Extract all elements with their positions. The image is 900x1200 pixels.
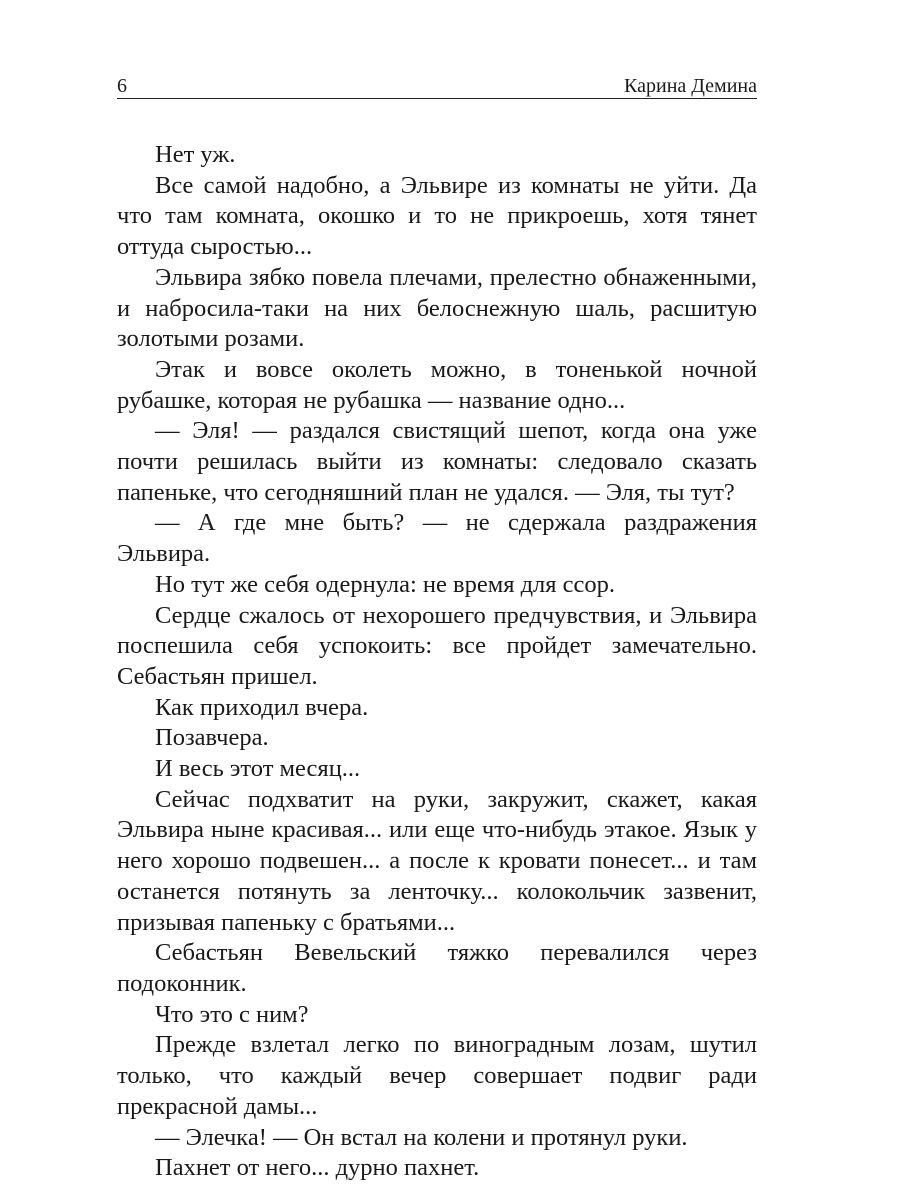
running-head (117, 68, 757, 98)
author-name: Карина Демина (624, 75, 757, 97)
paragraph: — Эля! — раздался свистящий шепот, когда она уже почти решилась выйти из комнаты: следовало сказать папеньке, что сегодняшний план не удался. — Эля, ты тут? (117, 417, 757, 506)
paragraph: Как приходил вчера. (155, 693, 369, 721)
body-text (117, 140, 757, 1184)
page-number: 6 (117, 75, 127, 97)
paragraph: — Элечка! — Он встал на колени и протянул руки. (155, 1123, 688, 1151)
paragraph: Сердце сжалось от нехорошего предчувствия, и Эльвира поспешила себя успокоить: все пройдет замечательно. Себастьян пришел. (117, 601, 757, 690)
paragraph: Эльвира зябко повела плечами, прелестно обнаженными, и набросила-таки на них белоснежную шаль, расшитую золотыми розами. (117, 263, 757, 353)
paragraph: Себастьян Вевельский тяжко перевалился через подоконник. (117, 939, 757, 997)
paragraph: Сейчас подхватит на руки, закружит, скажет, какая Эльвира ныне красивая... или еще что-нибудь этакое. Язык у него хорошо подвешен... а после к кровати понесет... и там останется потянуть за ленточку... колокольчик зазвенит, призывая папеньку с братьями... (117, 785, 757, 936)
paragraph: Но тут же себя одернула: не время для ссор. (155, 570, 616, 598)
paragraph: Этак и вовсе околеть можно, в тоненькой ночной рубашке, которая не рубашка — название одно... (117, 355, 757, 414)
paragraph: Прежде взлетал легко по виноградным лозам, шутил только, что каждый вечер совершает подвиг ради прекрасной дамы... (117, 1031, 757, 1120)
paragraph: Что это с ним? (155, 1000, 309, 1028)
paragraph: Нет уж. (155, 141, 236, 168)
paragraph: Все самой надобно, а Эльвире из комнаты не уйти. Да что там комната, окошко и то не прикроешь, хотя тянет оттуда сыростью... (117, 171, 757, 261)
paragraph: — А где мне быть? — не сдержала раздражения Эльвира. (117, 509, 757, 568)
paragraph: Позавчера. (155, 724, 269, 752)
paragraph: Пахнет от него... дурно пахнет. (155, 1154, 480, 1182)
header-rule (117, 98, 757, 99)
paragraph: И весь этот месяц... (155, 755, 361, 783)
